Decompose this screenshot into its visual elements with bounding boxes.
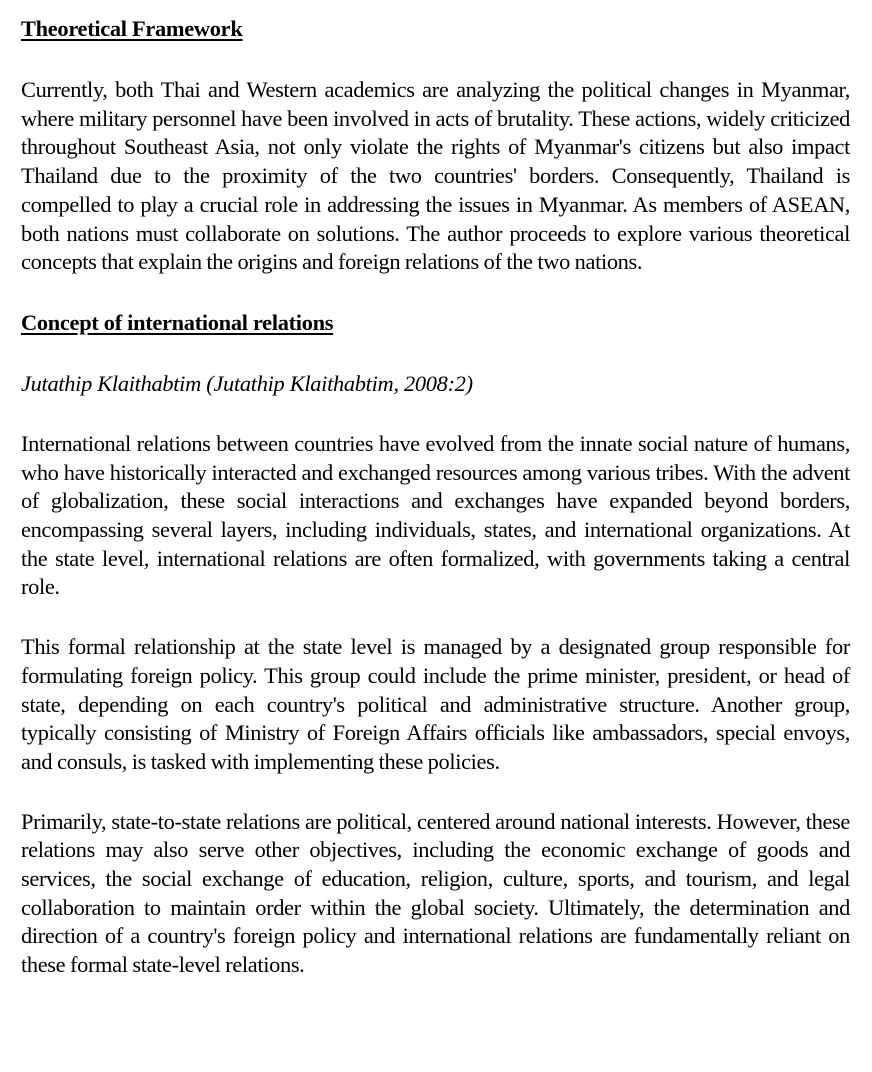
paragraph-formal-relationship: This formal relationship at the state level is managed by a designated group responsible for formulating foreign policy. This group could include the prime minister, president, or head of state, depending on each country's political and administrative structure. Another group, typically consisting of Ministry of Foreign Affairs officials like ambassadors, special envoys, and consuls, is tasked with implementing these policies.: [21, 634, 850, 774]
citation: Jutathip Klaithabtim (Jutathip Klaithabtim, 2008:2): [21, 370, 473, 396]
spacer: [21, 777, 850, 808]
spacer: [21, 399, 850, 430]
spacer: [21, 44, 850, 76]
spacer: [21, 277, 850, 308]
paragraph-theoretical-framework: Currently, both Thai and Western academics are analyzing the political changes in Myanmar, where military personnel have been involved in acts of brutality. These actions, widely criticized throughout Southeast Asia, not only violate the rights of Myanmar's citizens but also impact Thailand due to the proximity of the two countries' borders. Consequently, Thailand is compelled to play a crucial role in addressing the issues in Myanmar. As members of ASEAN, both nations must collaborate on solutions. The author proceeds to explore various theoretical concepts that explain the origins and foreign relations of the two nations.: [21, 77, 850, 275]
section-heading-theoretical-framework: Theoretical Framework: [21, 16, 243, 41]
section-heading-concept-international-relations: Concept of international relations: [21, 309, 334, 335]
paragraph-state-to-state: Primarily, state-to-state relations are political, centered around national interests. However, these relations may also serve other objectives, including the economic exchange of goods and services, the social exchange of education, religion, culture, sports, and tourism, and legal collaboration to maintain order within the global society. Ultimately, the determination and direction of a country's foreign policy and international relations are fundamentally reliant on these formal state-level relations.: [21, 808, 850, 978]
spacer: [21, 602, 850, 633]
spacer: [21, 338, 850, 369]
paragraph-ir-origins: International relations between countries have evolved from the innate social nature of humans, who have historically interacted and exchanged resources among various tribes. With the advent of globalization, these social interactions and exchanges have expanded beyond borders, encompassing several layers, including individuals, states, and international organizations. At the state level, international relations are often formalized, with governments taking a central role.: [21, 430, 850, 600]
